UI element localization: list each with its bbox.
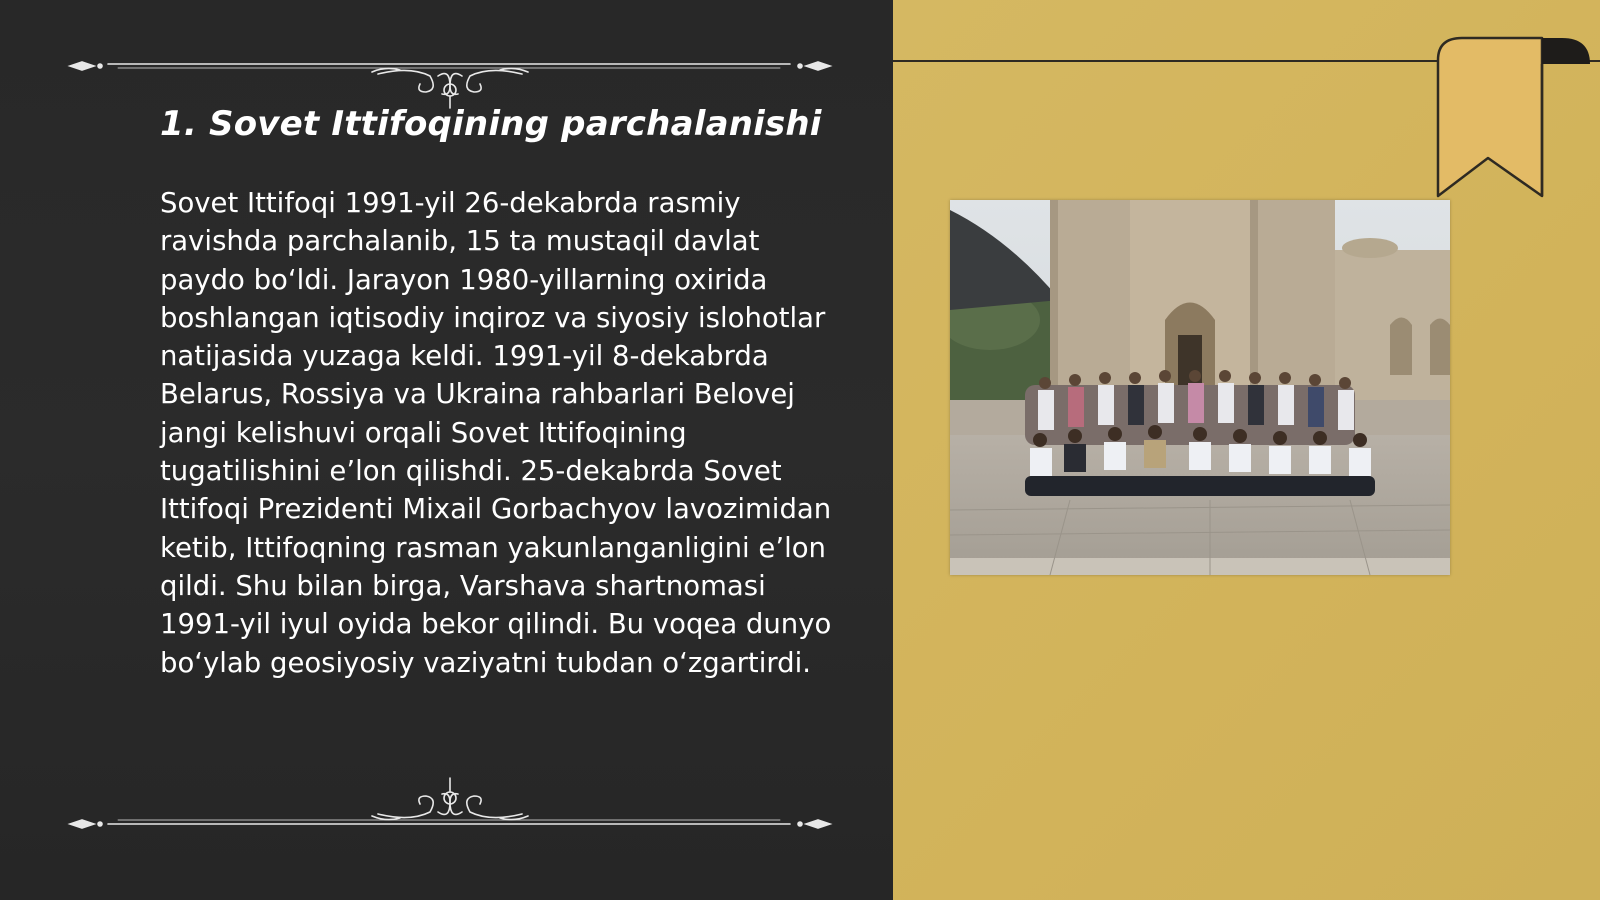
bottom-ornament-icon: [60, 770, 840, 830]
slide-title: 1. Sovet Ittifoqining parchalanishi: [160, 104, 822, 144]
group-photo: [950, 200, 1450, 575]
slide-body-text: Sovet Ittifoqi 1991-yil 26-dekabrda rasmiy ravishda parchalanib, 15 ta mustaqil davlat paydo bo‘ldi. Jarayon 1980-yillarning oxirida boshlangan iqtisodiy inqiroz va siyosiy islohotlar natijasida yuzaga keldi. 1991-yil 8-dekabrda Belarus, Rossiya va Ukraina rahbarlari Belovej jangi kelishuvi orqali Sovet Ittifoqining tugatilishini e’lon qilishdi. 25-dekabrda Sovet Ittifoqi Prezidenti Mixail Gorbachyov lavozimidan ketib, Ittifoqning rasman yakunlanganligini e’lon qildi. Shu bilan birga, Varshava shartnomasi 1991-yil iyul oyida bekor qilindi. Bu voqea dunyo bo‘ylab geosiyosiy vaziyatni tubdan o‘zgartirdi.: [160, 187, 832, 679]
bookmark-ribbon-icon: [1432, 36, 1592, 200]
top-ornament-icon: [60, 50, 840, 110]
